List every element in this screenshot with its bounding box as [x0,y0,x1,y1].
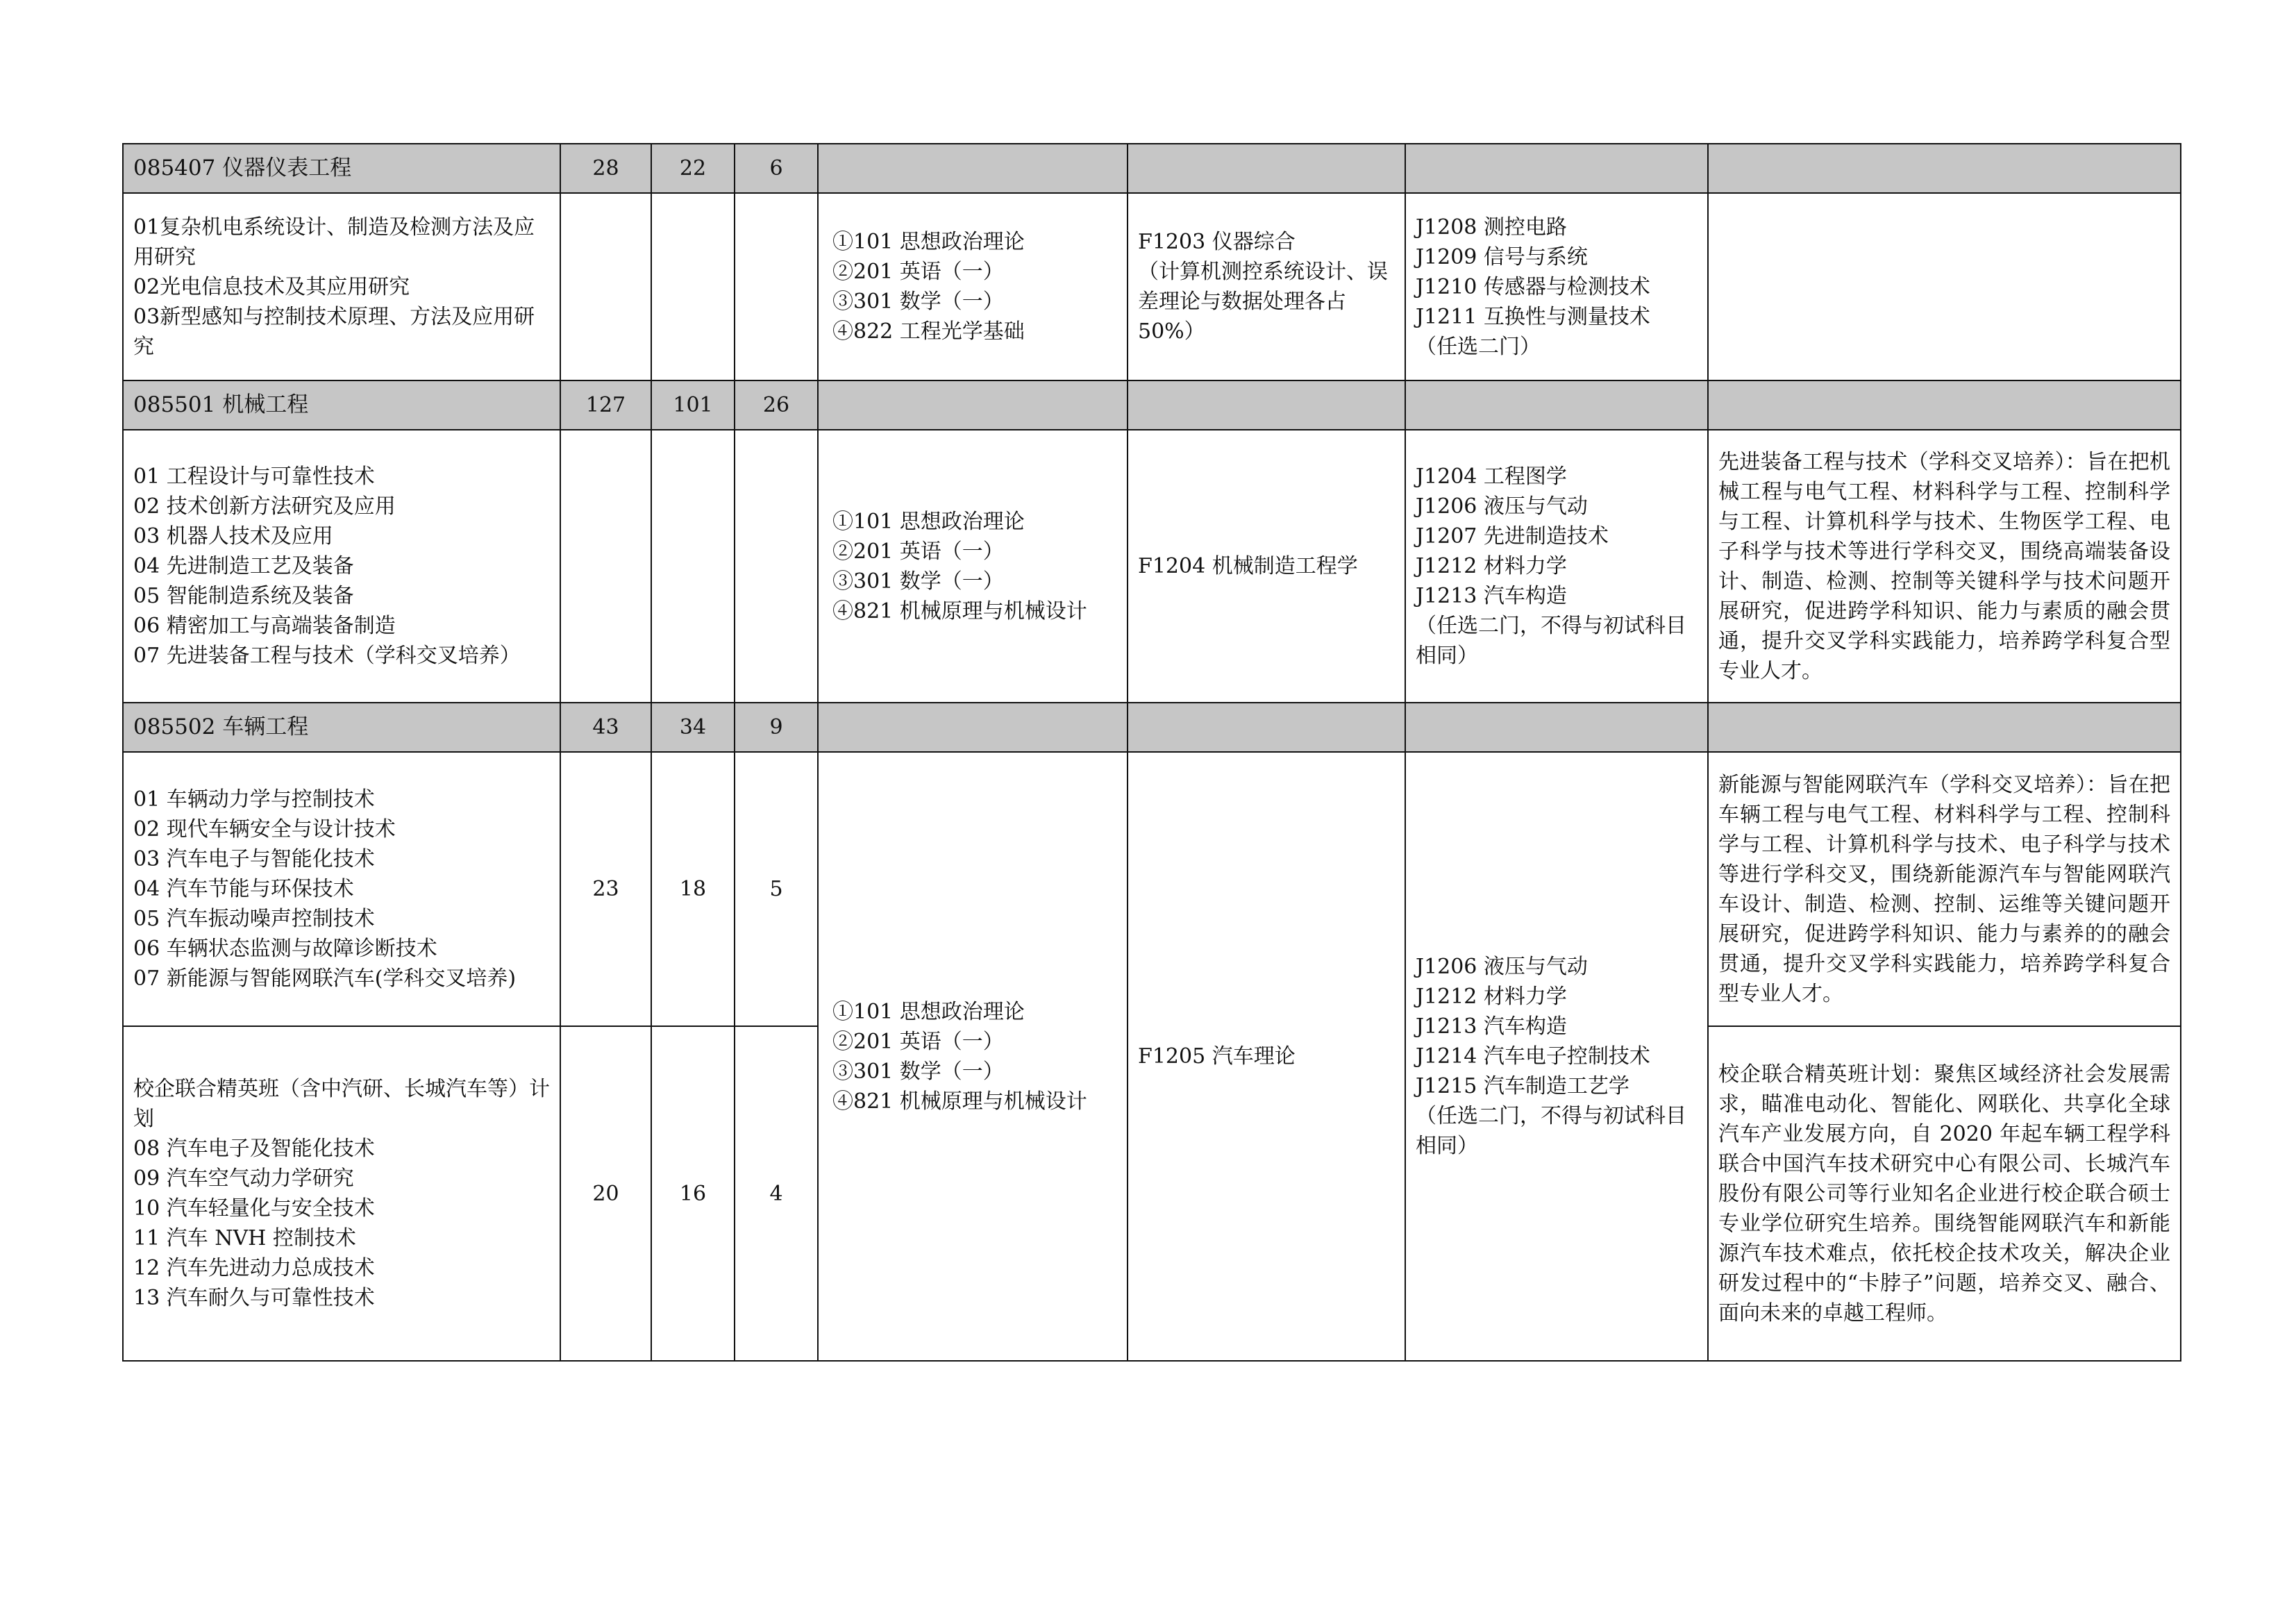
direction-item: 校企联合精英班（含中汽研、长城汽车等）计划 [133,1077,550,1131]
exam-subject: ①101 思想政治理论 [832,509,1025,534]
direction-total [560,193,651,380]
research-directions [123,752,560,1026]
major-part-time: 26 [735,380,818,430]
direction-item: 12 汽车先进动力总成技术 [133,1256,375,1280]
enrollment-catalog-table [122,143,2181,1362]
direction-item: 01复杂机电系统设计、制造及检测方法及应用研究 [133,215,535,269]
exam-subject: ①101 思想政治理论 [832,230,1025,254]
major-header-row [123,380,2181,430]
major-code-name: 085501 机械工程 [123,380,560,430]
direction-item: 04 汽车节能与环保技术 [133,877,354,901]
exam-subject: ④822 工程光学基础 [832,319,1025,344]
exam-subject: ②201 英语（一） [832,539,1004,564]
direction-item: 07 新能源与智能网联汽车(学科交叉培养) [133,966,517,991]
header-blank [1128,703,1405,752]
extra-subject: J1207 先进制造技术 [1416,524,1609,549]
direction-full-time [651,193,735,380]
major-detail-row [123,752,2181,1026]
major-part-time: 9 [735,703,818,752]
extra-note: （任选二门，不得与初试科目相同） [1416,614,1686,668]
initial-exam-subjects [818,752,1128,1361]
major-detail-row [123,193,2181,380]
major-full-time: 101 [651,380,735,430]
major-header-row [123,703,2181,752]
direction-full-time: 16 [651,1026,735,1361]
header-blank [1128,380,1405,430]
extra-subject: J1206 液压与气动 [1416,494,1588,519]
direction-item: 05 汽车振动噪声控制技术 [133,907,375,931]
direction-item: 01 车辆动力学与控制技术 [133,787,375,812]
direction-total: 23 [560,752,651,1026]
direction-full-time [651,430,735,703]
direction-item: 03新型感知与控制技术原理、方法及应用研究 [133,304,535,359]
direction-item: 01 工程设计与可靠性技术 [133,464,375,489]
retest-note: （计算机测控系统设计、误差理论与数据处理各占50%） [1138,260,1388,344]
direction-item: 11 汽车 NVH 控制技术 [133,1226,356,1250]
header-blank [1128,144,1405,193]
header-blank [1708,703,2181,752]
exam-subject: ②201 英语（一） [832,260,1004,284]
research-directions [123,193,560,380]
exam-subject: ③301 数学（一） [832,290,1004,314]
header-blank [1405,380,1708,430]
research-directions [123,430,560,703]
retest-subject: F1204 机械制造工程学 [1128,430,1405,703]
remark [1708,193,2181,380]
major-part-time: 6 [735,144,818,193]
extra-note: （任选二门，不得与初试科目相同） [1416,1104,1686,1158]
extra-exam-subjects [1405,193,1708,380]
extra-subject: J1204 工程图学 [1416,464,1567,489]
direction-item: 06 车辆状态监测与故障诊断技术 [133,937,437,961]
direction-full-time: 18 [651,752,735,1026]
direction-item: 05 智能制造系统及装备 [133,584,354,608]
direction-part-time: 4 [735,1026,818,1361]
extra-note: （任选二门） [1416,334,1541,359]
direction-item: 02 现代车辆安全与设计技术 [133,817,396,842]
header-blank [1405,703,1708,752]
exam-subject: ③301 数学（一） [832,1059,1004,1084]
direction-part-time [735,193,818,380]
remark: 先进装备工程与技术（学科交叉培养）：旨在把机械工程与电气工程、材料科学与工程、控制科学与工程、计算机科学与技术、生物医学工程、电子科学与技术等进行学科交叉，围绕高端装备设计、制造、检测、控制等关键科学与技术问题开展研究，促进跨学科知识、能力与素质的融会贯通，提升交叉学科实践能力，培养跨学科复合型专业人才。 [1708,430,2181,703]
direction-item: 06 精密加工与高端装备制造 [133,614,396,638]
extra-subject: J1215 汽车制造工艺学 [1416,1074,1629,1098]
direction-item: 03 机器人技术及应用 [133,524,333,549]
retest-subject: F1205 汽车理论 [1128,752,1405,1361]
extra-exam-subjects [1405,752,1708,1361]
major-code-name: 085502 车辆工程 [123,703,560,752]
direction-part-time: 5 [735,752,818,1026]
research-directions [123,1026,560,1361]
direction-total [560,430,651,703]
major-full-time: 22 [651,144,735,193]
direction-item: 02 技术创新方法研究及应用 [133,494,396,519]
retest-name: F1203 仪器综合 [1138,230,1296,254]
major-total: 43 [560,703,651,752]
header-blank [1708,380,2181,430]
direction-item: 08 汽车电子及智能化技术 [133,1137,375,1161]
extra-subject: J1208 测控电路 [1416,215,1567,240]
extra-subject: J1213 汽车构造 [1416,584,1567,608]
direction-total: 20 [560,1026,651,1361]
direction-item: 02光电信息技术及其应用研究 [133,274,410,299]
header-blank [818,144,1128,193]
direction-item: 09 汽车空气动力学研究 [133,1166,354,1191]
extra-subject: J1212 材料力学 [1416,985,1567,1009]
header-blank [1405,144,1708,193]
remark: 新能源与智能网联汽车（学科交叉培养）：旨在把车辆工程与电气工程、材料科学与工程、控制科学与工程、计算机科学与技术、电子科学与技术等进行学科交叉，围绕新能源汽车与智能网联汽车设计、制造、检测、控制、运维等关键问题开展研究，促进跨学科知识、能力与素养的的融会贯通，提升交叉学科实践能力，培养跨学科复合型专业人才。 [1708,752,2181,1026]
extra-subject: J1212 材料力学 [1416,554,1567,578]
direction-item: 10 汽车轻量化与安全技术 [133,1196,375,1221]
extra-exam-subjects [1405,430,1708,703]
extra-subject: J1206 液压与气动 [1416,955,1588,979]
retest-subject [1128,193,1405,380]
initial-exam-subjects [818,430,1128,703]
exam-subject: ④821 机械原理与机械设计 [832,1089,1087,1114]
major-detail-row [123,430,2181,703]
extra-subject: J1209 信号与系统 [1416,244,1588,269]
major-full-time: 34 [651,703,735,752]
header-blank [818,380,1128,430]
extra-subject: J1211 互换性与测量技术 [1416,304,1650,329]
direction-item: 13 汽车耐久与可靠性技术 [133,1286,375,1310]
extra-subject: J1214 汽车电子控制技术 [1416,1044,1650,1069]
major-code-name: 085407 仪器仪表工程 [123,144,560,193]
header-blank [1708,144,2181,193]
initial-exam-subjects [818,193,1128,380]
remark: 校企联合精英班计划：聚焦区域经济社会发展需求，瞄准电动化、智能化、网联化、共享化全球汽车产业发展方向，自 2020 年起车辆工程学科联合中国汽车技术研究中心有限公司、长城汽车股份有限公司等行业知名企业进行校企联合硕士专业学位研究生培养。围绕智能网联汽车和新能源汽车技术难点，依托校企技术攻关，解决企业研发过程中的“卡脖子”问题，培养交叉、融合、面向未来的卓越工程师。 [1708,1026,2181,1361]
header-blank [818,703,1128,752]
exam-subject: ①101 思想政治理论 [832,999,1025,1024]
direction-item: 07 先进装备工程与技术（学科交叉培养） [133,644,521,668]
extra-subject: J1213 汽车构造 [1416,1014,1567,1039]
exam-subject: ④821 机械原理与机械设计 [832,598,1087,623]
exam-subject: ②201 英语（一） [832,1029,1004,1054]
extra-subject: J1210 传感器与检测技术 [1416,274,1650,299]
direction-item: 03 汽车电子与智能化技术 [133,847,375,871]
major-total: 127 [560,380,651,430]
direction-part-time [735,430,818,703]
major-header-row [123,144,2181,193]
major-total: 28 [560,144,651,193]
direction-item: 04 先进制造工艺及装备 [133,554,354,578]
exam-subject: ③301 数学（一） [832,569,1004,594]
